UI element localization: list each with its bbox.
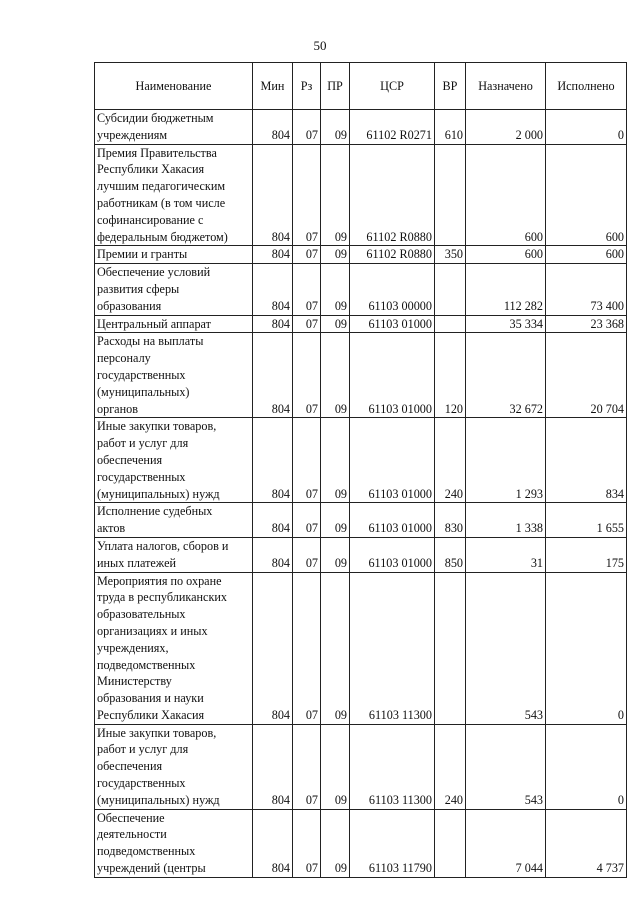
row-assigned: 600 bbox=[466, 144, 546, 246]
row-name bbox=[95, 809, 253, 877]
row-min: 804 bbox=[253, 418, 293, 503]
table-row bbox=[95, 418, 627, 503]
row-name-line: труда в республиканских bbox=[97, 590, 227, 605]
row-name-line: учреждений (центры bbox=[97, 861, 206, 876]
row-name bbox=[95, 418, 253, 503]
row-min: 804 bbox=[253, 315, 293, 333]
row-rz: 07 bbox=[293, 724, 321, 809]
row-assigned: 35 334 bbox=[466, 315, 546, 333]
row-name-line: Расходы на выплаты bbox=[97, 334, 204, 349]
row-name-line: обеспечения bbox=[97, 452, 163, 467]
row-name-line: образования и науки bbox=[97, 691, 204, 706]
row-pr: 09 bbox=[321, 264, 350, 315]
row-name-line: обеспечения bbox=[97, 759, 163, 774]
row-name bbox=[95, 315, 253, 333]
row-min: 804 bbox=[253, 144, 293, 246]
row-assigned: 543 bbox=[466, 572, 546, 724]
column-header-vr: ВР bbox=[435, 63, 466, 110]
row-assigned: 1 338 bbox=[466, 503, 546, 538]
table-row bbox=[95, 246, 627, 264]
row-pr: 09 bbox=[321, 110, 350, 145]
row-pr: 09 bbox=[321, 315, 350, 333]
row-name bbox=[95, 110, 253, 145]
table-row bbox=[95, 537, 627, 572]
row-name-line: лучшим педагогическим bbox=[97, 179, 226, 194]
row-executed: 0 bbox=[546, 724, 627, 809]
row-rz: 07 bbox=[293, 315, 321, 333]
row-pr: 09 bbox=[321, 572, 350, 724]
row-vr: 830 bbox=[435, 503, 466, 538]
row-executed: 0 bbox=[546, 572, 627, 724]
row-name-line: работ и услуг для bbox=[97, 742, 189, 757]
row-pr: 09 bbox=[321, 724, 350, 809]
row-name bbox=[95, 264, 253, 315]
row-vr: 120 bbox=[435, 333, 466, 418]
row-rz: 07 bbox=[293, 572, 321, 724]
row-executed: 23 368 bbox=[546, 315, 627, 333]
row-name-line: актов bbox=[97, 521, 126, 536]
table-row bbox=[95, 110, 627, 145]
row-assigned: 112 282 bbox=[466, 264, 546, 315]
row-min: 804 bbox=[253, 333, 293, 418]
row-vr bbox=[435, 264, 466, 315]
row-rz: 07 bbox=[293, 246, 321, 264]
row-executed: 175 bbox=[546, 537, 627, 572]
row-name bbox=[95, 333, 253, 418]
row-csr: 61103 11790 bbox=[350, 809, 435, 877]
row-name-line: софинансирование с bbox=[97, 212, 204, 227]
row-name-line: (муниципальных) bbox=[97, 384, 190, 399]
row-name-line: работникам (в том числе bbox=[97, 195, 226, 210]
row-assigned: 543 bbox=[466, 724, 546, 809]
column-header-csr: ЦСР bbox=[350, 63, 435, 110]
column-header-assigned: Назначено bbox=[466, 63, 546, 110]
row-pr: 09 bbox=[321, 333, 350, 418]
row-name-line: учреждениях, bbox=[97, 640, 169, 655]
row-min: 804 bbox=[253, 264, 293, 315]
row-name-line: Премии и гранты bbox=[97, 247, 188, 262]
row-vr bbox=[435, 809, 466, 877]
row-pr: 09 bbox=[321, 246, 350, 264]
row-name-line: развития сферы bbox=[97, 281, 180, 296]
row-vr: 240 bbox=[435, 418, 466, 503]
row-name-line: Министерству bbox=[97, 674, 172, 689]
row-name-line: Центральный аппарат bbox=[97, 316, 211, 331]
row-assigned: 7 044 bbox=[466, 809, 546, 877]
row-name-line: организациях и иных bbox=[97, 623, 208, 638]
row-name-line: подведомственных bbox=[97, 844, 196, 859]
row-min: 804 bbox=[253, 724, 293, 809]
table-row bbox=[95, 572, 627, 724]
table-row bbox=[95, 144, 627, 246]
row-assigned: 1 293 bbox=[466, 418, 546, 503]
row-pr: 09 bbox=[321, 418, 350, 503]
row-csr: 61103 11300 bbox=[350, 724, 435, 809]
row-csr: 61103 00000 bbox=[350, 264, 435, 315]
row-name-line: Республики Хакасия bbox=[97, 162, 205, 177]
row-executed: 834 bbox=[546, 418, 627, 503]
row-name-line: Обеспечение bbox=[97, 810, 165, 825]
row-executed: 600 bbox=[546, 144, 627, 246]
row-executed: 4 737 bbox=[546, 809, 627, 877]
row-assigned: 2 000 bbox=[466, 110, 546, 145]
row-name bbox=[95, 144, 253, 246]
row-pr: 09 bbox=[321, 537, 350, 572]
row-name bbox=[95, 724, 253, 809]
row-csr: 61103 01000 bbox=[350, 315, 435, 333]
row-vr bbox=[435, 572, 466, 724]
row-vr: 610 bbox=[435, 110, 466, 145]
page-number: 50 bbox=[313, 38, 327, 53]
row-name-line: Иные закупки товаров, bbox=[97, 419, 217, 434]
row-name-line: (муниципальных) нужд bbox=[97, 792, 220, 807]
row-pr: 09 bbox=[321, 503, 350, 538]
column-header-min: Мин bbox=[253, 63, 293, 110]
row-csr: 61103 01000 bbox=[350, 503, 435, 538]
table-row bbox=[95, 315, 627, 333]
table-row bbox=[95, 503, 627, 538]
row-assigned: 600 bbox=[466, 246, 546, 264]
row-csr: 61102 R0880 bbox=[350, 246, 435, 264]
table-row bbox=[95, 724, 627, 809]
row-min: 804 bbox=[253, 537, 293, 572]
row-executed: 0 bbox=[546, 110, 627, 145]
row-name-line: образовательных bbox=[97, 607, 186, 622]
row-name-line: образования bbox=[97, 298, 162, 313]
row-name-line: деятельности bbox=[97, 827, 167, 842]
row-name-line: персоналу bbox=[97, 351, 151, 366]
row-csr: 61103 01000 bbox=[350, 418, 435, 503]
row-rz: 07 bbox=[293, 503, 321, 538]
row-vr: 240 bbox=[435, 724, 466, 809]
row-assigned: 31 bbox=[466, 537, 546, 572]
table-row bbox=[95, 809, 627, 877]
table-row bbox=[95, 264, 627, 315]
row-min: 804 bbox=[253, 246, 293, 264]
row-name-line: Иные закупки товаров, bbox=[97, 725, 217, 740]
row-executed: 600 bbox=[546, 246, 627, 264]
row-rz: 07 bbox=[293, 418, 321, 503]
row-rz: 07 bbox=[293, 264, 321, 315]
row-pr: 09 bbox=[321, 144, 350, 246]
row-rz: 07 bbox=[293, 144, 321, 246]
column-header-executed: Исполнено bbox=[546, 63, 627, 110]
row-name-line: подведомственных bbox=[97, 657, 196, 672]
row-rz: 07 bbox=[293, 333, 321, 418]
row-name-line: Мероприятия по охране bbox=[97, 573, 222, 588]
row-name-line: Субсидии бюджетным bbox=[97, 111, 214, 125]
row-name bbox=[95, 503, 253, 538]
column-header-name: Наименование bbox=[95, 63, 253, 110]
budget-table bbox=[94, 62, 627, 878]
column-header-pr: ПР bbox=[321, 63, 350, 110]
row-name-line: (муниципальных) нужд bbox=[97, 486, 220, 501]
row-min: 804 bbox=[253, 503, 293, 538]
row-executed: 20 704 bbox=[546, 333, 627, 418]
row-name-line: иных платежей bbox=[97, 555, 176, 570]
row-name-line: государственных bbox=[97, 469, 186, 484]
row-csr: 61103 01000 bbox=[350, 333, 435, 418]
row-name-line: учреждениям bbox=[97, 127, 168, 142]
row-executed: 73 400 bbox=[546, 264, 627, 315]
column-header-rz: Рз bbox=[293, 63, 321, 110]
row-min: 804 bbox=[253, 110, 293, 145]
row-name-line: федеральным бюджетом) bbox=[97, 229, 228, 244]
row-pr: 09 bbox=[321, 809, 350, 877]
row-vr: 850 bbox=[435, 537, 466, 572]
row-name-line: государственных bbox=[97, 776, 186, 791]
row-name-line: Обеспечение условий bbox=[97, 265, 211, 280]
row-name-line: Исполнение судебных bbox=[97, 504, 213, 519]
row-name bbox=[95, 537, 253, 572]
row-vr bbox=[435, 144, 466, 246]
row-rz: 07 bbox=[293, 110, 321, 145]
row-csr: 61102 R0880 bbox=[350, 144, 435, 246]
row-csr: 61103 11300 bbox=[350, 572, 435, 724]
table-header-row bbox=[95, 63, 627, 110]
row-name bbox=[95, 572, 253, 724]
row-executed: 1 655 bbox=[546, 503, 627, 538]
row-min: 804 bbox=[253, 572, 293, 724]
row-name-line: Республики Хакасия bbox=[97, 707, 205, 722]
row-name bbox=[95, 246, 253, 264]
row-name-line: Уплата налогов, сборов и bbox=[97, 538, 229, 553]
row-name-line: органов bbox=[97, 401, 138, 416]
row-rz: 07 bbox=[293, 809, 321, 877]
row-name-line: государственных bbox=[97, 367, 186, 382]
row-vr bbox=[435, 315, 466, 333]
row-csr: 61103 01000 bbox=[350, 537, 435, 572]
table-body bbox=[95, 110, 627, 878]
row-assigned: 32 672 bbox=[466, 333, 546, 418]
row-name-line: Премия Правительства bbox=[97, 145, 217, 160]
row-vr: 350 bbox=[435, 246, 466, 264]
row-name-line: работ и услуг для bbox=[97, 436, 189, 451]
row-csr: 61102 R0271 bbox=[350, 110, 435, 145]
table-row bbox=[95, 333, 627, 418]
row-min: 804 bbox=[253, 809, 293, 877]
row-rz: 07 bbox=[293, 537, 321, 572]
